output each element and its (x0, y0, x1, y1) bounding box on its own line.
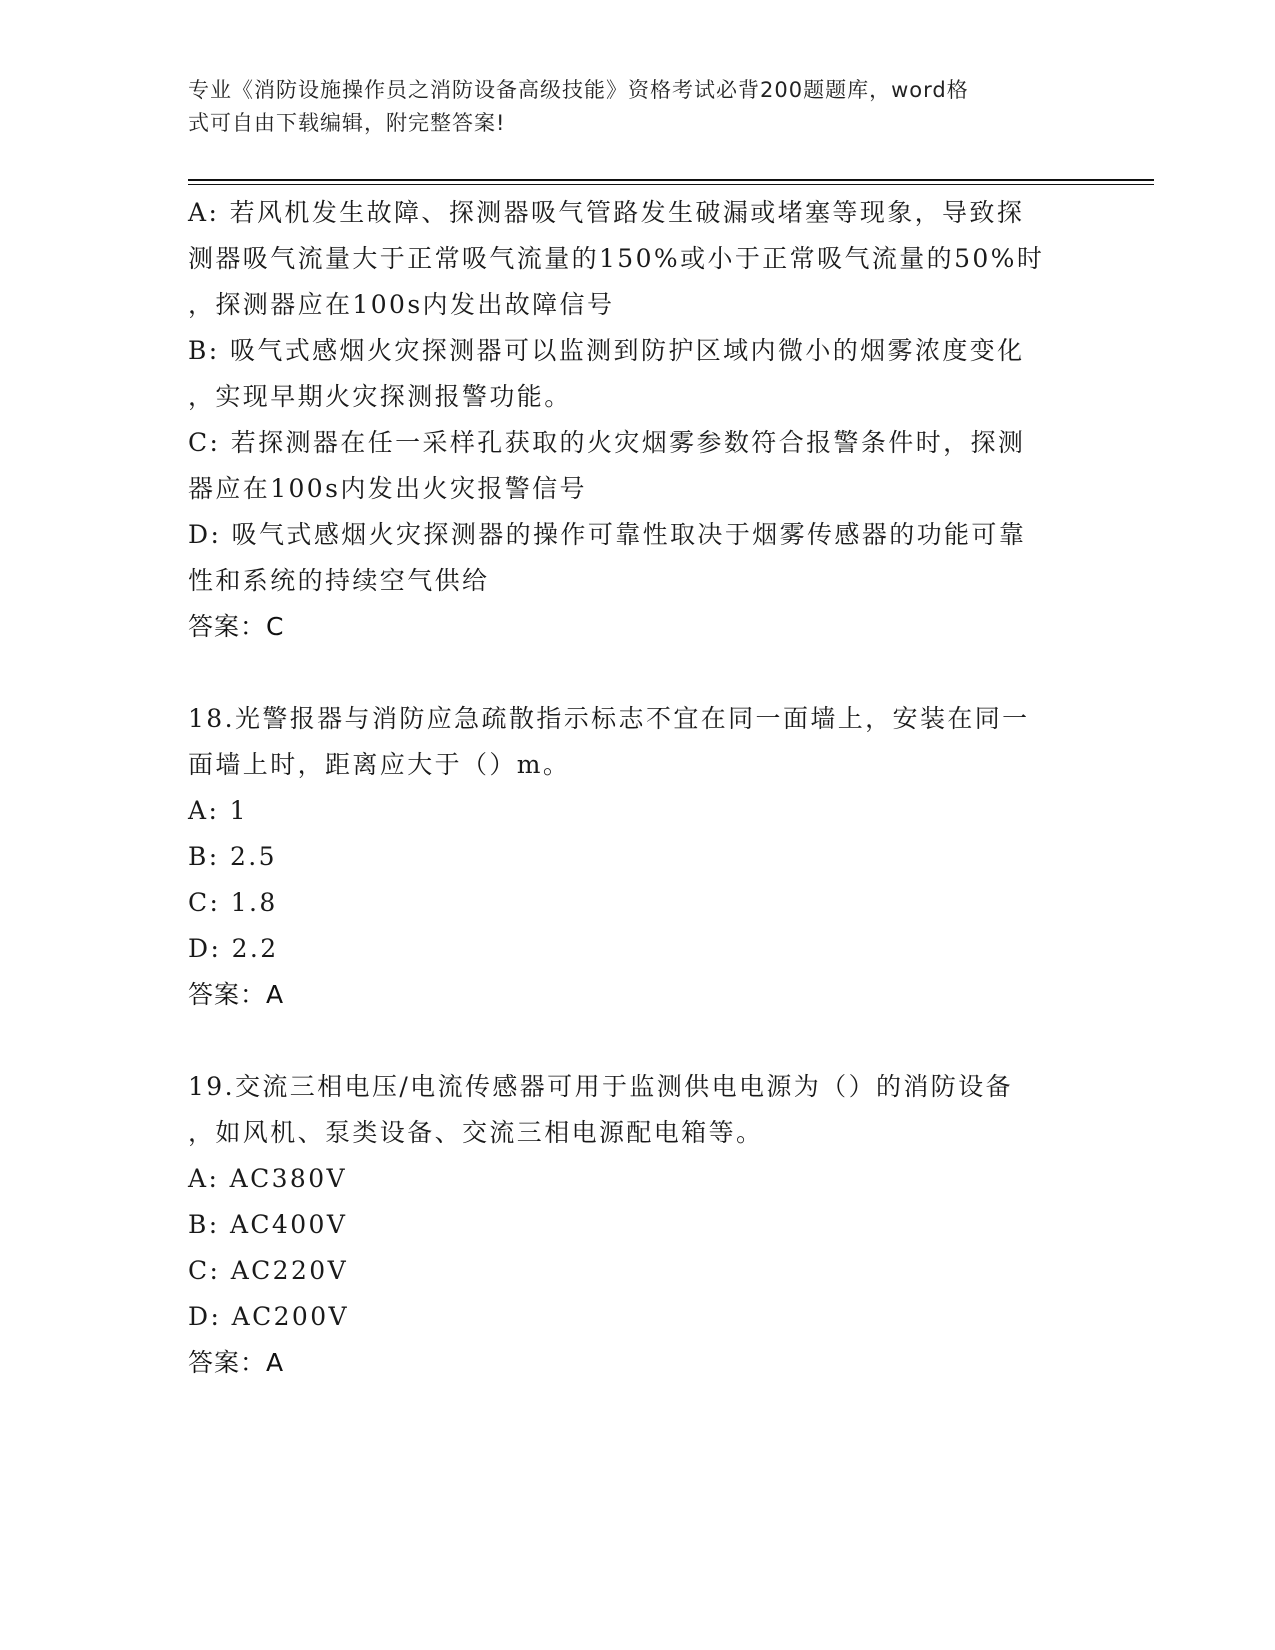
option-b (188, 328, 1088, 420)
header-title-line-1: 专业《消防设施操作员之消防设备高级技能》资格考试必背200题题库，word格 (188, 78, 969, 102)
question-18 (188, 696, 1088, 1018)
question-stem-line: 面墙上时，距离应大于（）m。 (188, 750, 571, 779)
option-b: B: AC400V (188, 1210, 348, 1239)
option-line: 器应在100s内发出火灾报警信号 (188, 474, 587, 503)
option-a: A: 1 (188, 796, 248, 825)
question-stem-line: 19.交流三相电压/电流传感器可用于监测供电电源为（）的消防设备 (188, 1072, 1013, 1101)
option-line: B: 吸气式感烟火灾探测器可以监测到防护区域内微小的烟雾浓度变化 (188, 336, 1025, 365)
question-17 (188, 190, 1088, 650)
option-line: A: 若风机发生故障、探测器吸气管路发生破漏或堵塞等现象，导致探 (188, 198, 1025, 227)
option-d: D: AC200V (188, 1302, 349, 1331)
header-title-line-2: 式可自由下载编辑，附完整答案! (188, 111, 506, 135)
header-divider-thick (188, 179, 1154, 181)
option-line: ，探测器应在100s内发出故障信号 (188, 290, 615, 319)
answer-label: 答案：A (188, 980, 285, 1009)
option-b: B: 2.5 (188, 842, 277, 871)
answer-label: 答案：C (188, 612, 285, 641)
header-divider-thin (188, 184, 1154, 185)
question-19 (188, 1064, 1088, 1386)
option-c (188, 420, 1088, 512)
option-c: C: 1.8 (188, 888, 278, 917)
document-header (188, 74, 1068, 140)
option-line: 性和系统的持续空气供给 (188, 566, 490, 595)
option-line: D: 吸气式感烟火灾探测器的操作可靠性取决于烟雾传感器的功能可靠 (188, 520, 1027, 549)
option-line: ，实现早期火灾探测报警功能。 (188, 382, 572, 411)
option-d (188, 512, 1088, 604)
option-d: D: 2.2 (188, 934, 279, 963)
option-a (188, 190, 1088, 328)
spacer (188, 650, 1088, 696)
option-line: C: 若探测器在任一采样孔获取的火灾烟雾参数符合报警条件时，探测 (188, 428, 1026, 457)
option-a: A: AC380V (188, 1164, 347, 1193)
answer-label: 答案：A (188, 1348, 285, 1377)
question-content (188, 190, 1088, 1386)
option-c: C: AC220V (188, 1256, 349, 1285)
spacer (188, 1018, 1088, 1064)
question-stem-line: 18.光警报器与消防应急疏散指示标志不宜在同一面墙上，安装在同一 (188, 704, 1030, 733)
question-stem-line: ，如风机、泵类设备、交流三相电源配电箱等。 (188, 1118, 764, 1147)
option-line: 测器吸气流量大于正常吸气流量的150%或小于正常吸气流量的50%时 (188, 244, 1045, 273)
